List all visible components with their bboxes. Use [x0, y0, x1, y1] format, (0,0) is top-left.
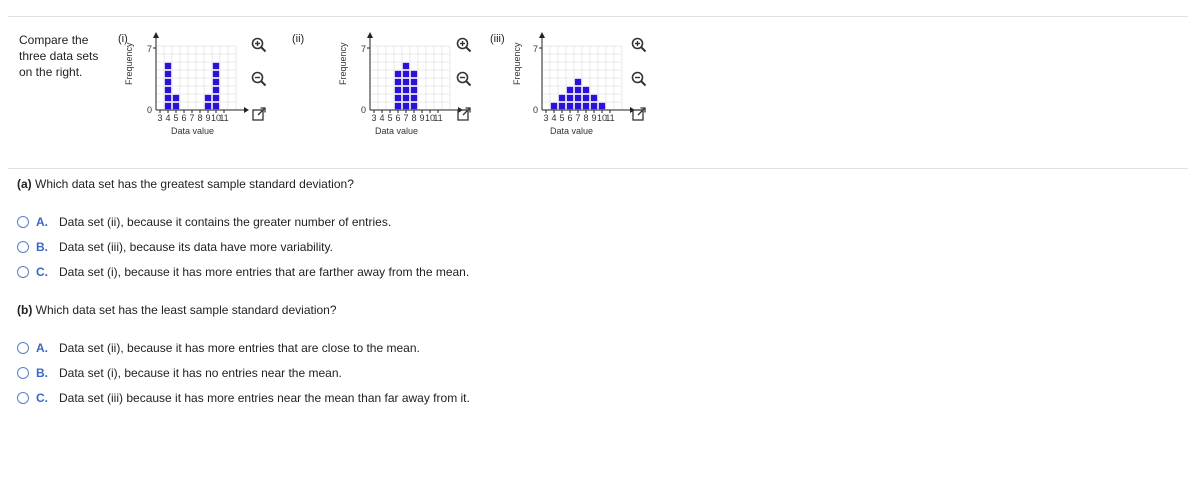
histogram-bar	[205, 95, 212, 102]
popout-icon[interactable]	[630, 105, 648, 123]
histogram-i	[134, 30, 254, 130]
histogram-bar	[575, 79, 582, 86]
option-text: Data set (ii), because it contains the greater number of entries.	[59, 215, 392, 229]
histogram-bar	[165, 87, 172, 94]
chart-block-iii	[490, 30, 720, 150]
x-tick-label: 9	[205, 113, 211, 123]
dataset-label: (i)	[118, 33, 128, 45]
x-tick-label: 6	[181, 113, 187, 123]
histogram-bar	[213, 71, 220, 78]
histogram-iii	[520, 30, 640, 130]
x-tick-label: 3	[371, 113, 377, 123]
option-letter: C.	[36, 265, 48, 279]
x-tick-label: 10	[596, 113, 608, 123]
option-b-B[interactable]	[17, 366, 342, 380]
option-text: Data set (iii) because it has more entries near the mean than far away from it.	[59, 391, 470, 405]
zoom-in-icon[interactable]	[250, 36, 268, 54]
question-a-label: (a)	[17, 177, 32, 191]
chart-block-ii	[292, 30, 522, 150]
x-tick-label: 8	[583, 113, 589, 123]
histogram-bar	[411, 79, 418, 86]
option-letter: A.	[36, 341, 48, 355]
option-letter: B.	[36, 366, 48, 380]
y-tick-label: 7	[147, 44, 153, 54]
zoom-out-icon[interactable]	[455, 70, 473, 88]
y-axis-arrow	[367, 32, 373, 38]
y-tick-label: 0	[533, 105, 539, 115]
x-axis-label: Data value	[171, 126, 215, 136]
x-axis-arrow	[244, 107, 249, 113]
histogram-bar	[403, 71, 410, 78]
x-tick-label: 10	[210, 113, 222, 123]
histogram-bar	[599, 103, 606, 110]
popout-icon[interactable]	[455, 105, 473, 123]
x-tick-label: 3	[157, 113, 163, 123]
histogram-bar	[567, 87, 574, 94]
histogram-bar	[567, 95, 574, 102]
histogram-bar	[213, 103, 220, 110]
histogram-bar	[411, 71, 418, 78]
histogram-bar	[173, 103, 180, 110]
radio-button[interactable]	[17, 266, 29, 278]
question-b-text: Which data set has the least sample standard deviation?	[35, 303, 337, 317]
radio-button[interactable]	[17, 367, 29, 379]
option-letter: A.	[36, 215, 48, 229]
radio-button[interactable]	[17, 342, 29, 354]
question-b	[17, 303, 337, 317]
histogram-bar	[403, 103, 410, 110]
x-tick-label: 11	[219, 113, 229, 123]
option-a-B[interactable]	[17, 240, 333, 254]
radio-button[interactable]	[17, 216, 29, 228]
histogram-bar	[575, 95, 582, 102]
option-a-A[interactable]	[17, 215, 391, 229]
x-tick-label: 10	[424, 113, 436, 123]
x-tick-label: 8	[197, 113, 203, 123]
histogram-bar	[395, 71, 402, 78]
histogram-bar	[165, 95, 172, 102]
option-letter: C.	[36, 391, 48, 405]
x-tick-label: 3	[543, 113, 549, 123]
top-divider	[8, 16, 1188, 17]
zoom-out-icon[interactable]	[630, 70, 648, 88]
histogram-bar	[403, 63, 410, 70]
zoom-in-icon[interactable]	[630, 36, 648, 54]
x-tick-label: 7	[189, 113, 195, 123]
histogram-bar	[583, 103, 590, 110]
x-tick-label: 7	[403, 113, 409, 123]
option-text: Data set (iii), because its data have more variability.	[59, 240, 333, 254]
x-tick-label: 8	[411, 113, 417, 123]
histogram-bar	[165, 71, 172, 78]
histogram-bar	[165, 103, 172, 110]
popout-icon[interactable]	[250, 105, 268, 123]
histogram-bar	[403, 79, 410, 86]
x-axis-label: Data value	[550, 126, 594, 136]
zoom-in-icon[interactable]	[455, 36, 473, 54]
x-tick-label: 6	[395, 113, 401, 123]
histogram-bar	[583, 95, 590, 102]
histogram-bar	[173, 95, 180, 102]
histogram-bar	[395, 95, 402, 102]
question-b-label: (b)	[17, 303, 33, 317]
histogram-bar	[575, 103, 582, 110]
option-text: Data set (ii), because it has more entries that are close to the mean.	[59, 341, 420, 355]
intro-text: Compare the three data sets on the right.	[19, 33, 99, 79]
x-tick-label: 11	[433, 113, 443, 123]
y-axis-arrow	[153, 32, 159, 38]
histogram-bar	[411, 95, 418, 102]
x-tick-label: 5	[387, 113, 393, 123]
zoom-out-icon[interactable]	[250, 70, 268, 88]
y-tick-label: 0	[361, 105, 367, 115]
option-text: Data set (i), because it has more entries that are farther away from the mean.	[59, 265, 470, 279]
y-tick-label: 0	[147, 105, 153, 115]
histogram-bar	[551, 103, 558, 110]
histogram-bar	[583, 87, 590, 94]
x-tick-label: 4	[379, 113, 385, 123]
radio-button[interactable]	[17, 241, 29, 253]
y-axis-arrow	[539, 32, 545, 38]
histogram-bar	[213, 95, 220, 102]
section-divider	[8, 168, 1188, 169]
x-tick-label: 7	[575, 113, 581, 123]
histogram-bar	[403, 95, 410, 102]
question-a	[17, 177, 354, 191]
option-a-C[interactable]	[17, 265, 469, 279]
histogram-bar	[213, 63, 220, 70]
histogram-bar	[575, 87, 582, 94]
histogram-bar	[395, 87, 402, 94]
x-tick-label: 11	[605, 113, 615, 123]
histogram-bar	[165, 63, 172, 70]
option-b-A[interactable]	[17, 341, 420, 355]
histogram-bar	[395, 79, 402, 86]
x-axis-label: Data value	[375, 126, 419, 136]
histogram-bar	[411, 103, 418, 110]
histogram-bar	[213, 79, 220, 86]
histogram-bar	[205, 103, 212, 110]
y-tick-label: 7	[533, 44, 539, 54]
histogram-bar	[395, 103, 402, 110]
x-tick-label: 9	[591, 113, 597, 123]
histogram-bar	[559, 95, 566, 102]
histogram-bar	[403, 87, 410, 94]
y-tick-label: 7	[361, 44, 367, 54]
x-tick-label: 6	[567, 113, 573, 123]
radio-button[interactable]	[17, 392, 29, 404]
histogram-bar	[213, 87, 220, 94]
y-axis-label: Frequency	[124, 42, 134, 85]
histogram-bar	[165, 79, 172, 86]
x-tick-label: 9	[419, 113, 425, 123]
y-axis-label: Frequency	[512, 42, 522, 85]
x-tick-label: 4	[551, 113, 557, 123]
histogram-ii	[348, 30, 468, 130]
x-tick-label: 5	[173, 113, 179, 123]
dataset-label: (iii)	[490, 33, 505, 45]
y-axis-label: Frequency	[338, 42, 348, 85]
histogram-bar	[411, 87, 418, 94]
option-text: Data set (i), because it has no entries near the mean.	[59, 366, 342, 380]
option-b-C[interactable]	[17, 391, 470, 405]
option-letter: B.	[36, 240, 48, 254]
histogram-bar	[591, 103, 598, 110]
x-tick-label: 4	[165, 113, 171, 123]
histogram-bar	[567, 103, 574, 110]
question-a-text: Which data set has the greatest sample standard deviation?	[35, 177, 354, 191]
dataset-label: (ii)	[292, 33, 305, 45]
histogram-bar	[559, 103, 566, 110]
histogram-bar	[591, 95, 598, 102]
x-tick-label: 5	[559, 113, 565, 123]
